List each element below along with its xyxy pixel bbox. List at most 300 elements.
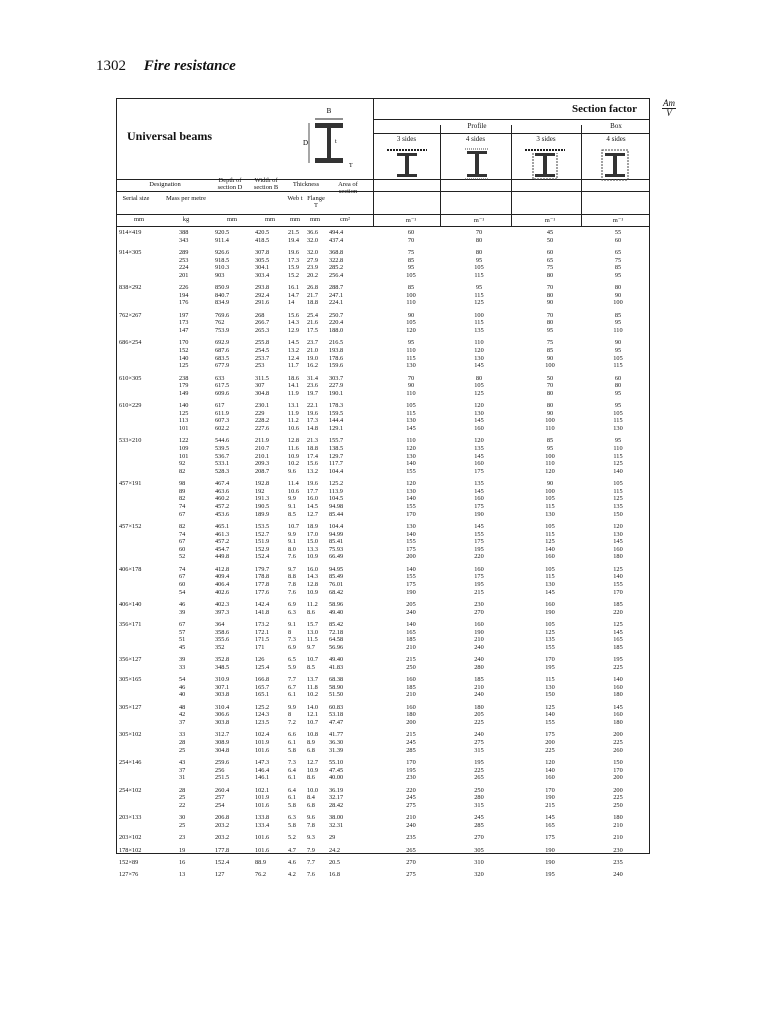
- flange-cell: 10.0: [307, 786, 319, 794]
- profile-4-sides-cell: 270: [474, 608, 484, 616]
- mass-cell: 67: [179, 621, 186, 628]
- flange-cell: 8.9: [307, 739, 315, 746]
- depth-cell: 260.4: [215, 786, 230, 794]
- unit-label: mm: [264, 216, 276, 223]
- profile-4-sides-cell: 195: [474, 759, 484, 766]
- profile-4-sides-cell: 145: [474, 452, 484, 460]
- depth-cell: 692.9: [215, 339, 230, 347]
- box-4-sides-cell: 200: [613, 731, 623, 739]
- profile-4-sides: 4 sides: [465, 135, 486, 143]
- area-cell: 117.7: [329, 460, 343, 468]
- mass-cell: 43: [179, 759, 186, 766]
- profile-3-sides-cell: 70: [407, 236, 415, 244]
- area-cell: 56.96: [329, 643, 344, 651]
- flange-cell: 9.6: [307, 814, 315, 822]
- mass-cell: 101: [179, 425, 189, 432]
- profile-4-sides-cell: 240: [474, 643, 484, 651]
- web-cell: 6.6: [288, 731, 296, 739]
- profile-3-sides-cell: 85: [407, 256, 415, 264]
- box-3-sides-cell: 195: [545, 871, 555, 879]
- serial-size-cell: 254×146: [119, 759, 142, 766]
- mass-cell: 39: [179, 656, 186, 664]
- box-3-sides-cell: 165: [545, 821, 555, 829]
- depth-cell: 352: [215, 643, 225, 651]
- area-cell: 104.5: [329, 495, 344, 503]
- profile-4-sides-cell: 160: [474, 495, 484, 503]
- width-cell: 266.7: [255, 319, 270, 327]
- web-cell: 10.6: [288, 487, 300, 495]
- flange-cell: 22.1: [307, 402, 319, 410]
- depth-cell: 544.6: [215, 437, 230, 445]
- depth-cell: 206.8: [215, 814, 230, 822]
- profile-4-sides-cell: 130: [474, 354, 484, 362]
- mass-cell: 28: [179, 786, 186, 794]
- web-cell: 9.9: [288, 703, 296, 711]
- depth-cell: 617: [215, 402, 225, 410]
- box-3-sides-cell: 130: [545, 510, 555, 518]
- profile-3-sides: 3 sides: [396, 135, 417, 143]
- profile-3-sides-cell: 75: [407, 249, 415, 256]
- box-4-sides-cell: 80: [614, 382, 622, 390]
- serial-size-cell: 914×305: [119, 249, 142, 256]
- depth-cell: 467.4: [215, 480, 230, 488]
- depth-cell: 358.6: [215, 628, 230, 636]
- profile-3-sides-cell: 240: [406, 608, 416, 616]
- box-4-sides-cell: 140: [613, 573, 623, 581]
- depth-cell: 409.4: [215, 573, 230, 581]
- depth-cell: 257: [215, 794, 225, 802]
- box-4-sides-cell: 150: [613, 510, 623, 518]
- box-3-sides-cell: 50: [546, 236, 554, 244]
- profile-4-sides-cell: 175: [474, 467, 484, 475]
- web-cell: 11.9: [288, 389, 299, 397]
- col-depth: Depth of section D: [217, 177, 243, 191]
- web-cell: 9.1: [288, 503, 296, 510]
- box-3-sides-cell: 170: [545, 786, 555, 794]
- web-cell: 14.7: [288, 291, 300, 299]
- box-4-sides-cell: 125: [613, 460, 623, 468]
- web-cell: 10.7: [288, 523, 300, 530]
- serial-size-cell: 762×267: [119, 311, 142, 319]
- profile-3-sides-cell: 210: [406, 691, 416, 699]
- mass-cell: 343: [179, 236, 189, 244]
- mass-cell: 46: [179, 683, 186, 691]
- flange-cell: 17.0: [307, 530, 319, 538]
- depth-cell: 308.9: [215, 739, 230, 746]
- flange-cell: 14.3: [307, 573, 319, 581]
- profile-3-sides-cell: 115: [406, 354, 416, 362]
- profile-3-sides-cell: 130: [406, 362, 416, 370]
- area-cell: 368.8: [329, 249, 344, 256]
- width-cell: 190.5: [255, 503, 270, 510]
- box-3-sides-cell: 125: [545, 538, 555, 546]
- area-cell: 68.42: [329, 588, 344, 596]
- area-cell: 193.8: [329, 347, 344, 354]
- flange-cell: 12.7: [307, 759, 319, 766]
- box-4-sides-cell: 110: [613, 327, 623, 334]
- box-3-sides-cell: 75: [546, 339, 554, 347]
- flange-cell: 32.0: [307, 236, 319, 244]
- mass-cell: 19: [179, 846, 186, 854]
- box-4-sides-cell: 170: [613, 766, 623, 774]
- width-cell: 228.2: [255, 417, 270, 425]
- box-3-sides-cell: 140: [545, 711, 555, 719]
- profile-4-sides-cell: 210: [474, 683, 484, 691]
- profile-3-sides-cell: 160: [406, 703, 416, 711]
- profile-4-sides-cell: 195: [474, 545, 484, 553]
- profile-3-sides-cell: 190: [406, 588, 416, 596]
- width-cell: 304.1: [255, 264, 270, 272]
- profile-3-sides-cell: 285: [406, 746, 416, 754]
- flange-cell: 13.2: [307, 467, 319, 475]
- web-cell: 6.1: [288, 691, 296, 699]
- profile-3-sides-cell: 215: [406, 731, 416, 739]
- flange-cell: 8.6: [307, 608, 315, 616]
- mass-cell: 22: [179, 801, 186, 809]
- profile-4-sides-cell: 160: [474, 621, 484, 628]
- width-cell: 291.6: [255, 299, 270, 307]
- box-3-sides-cell: 170: [545, 656, 555, 664]
- box-4-sides-cell: 210: [613, 834, 623, 842]
- depth-cell: 840.7: [215, 291, 230, 299]
- area-cell: 155.7: [329, 437, 344, 445]
- box-3-sides-cell: 200: [545, 739, 555, 746]
- profile-4-sides-cell: 315: [474, 746, 484, 754]
- width-cell: 210.1: [255, 452, 270, 460]
- flange-cell: 12.8: [307, 581, 319, 588]
- width-cell: 141.8: [255, 608, 270, 616]
- profile-4-sides-cell: 160: [474, 565, 484, 573]
- box-3-sides-cell: 105: [545, 621, 555, 628]
- width-cell: 152.4: [255, 553, 270, 561]
- width-cell: 209.3: [255, 460, 270, 468]
- flange-cell: 10.7: [307, 656, 319, 664]
- box-3-sides-cell: 90: [546, 354, 554, 362]
- web-cell: 7.6: [288, 588, 296, 596]
- area-cell: 247.1: [329, 291, 344, 299]
- mass-cell: 54: [179, 588, 186, 596]
- box-3-sides-cell: 95: [546, 327, 554, 334]
- mass-cell: 67: [179, 510, 186, 518]
- mass-cell: 388: [179, 229, 189, 236]
- width-cell: 102.4: [255, 731, 270, 739]
- web-cell: 7.3: [288, 636, 296, 644]
- profile-4-sides-cell: 215: [474, 588, 484, 596]
- depth-cell: 457.2: [215, 503, 230, 510]
- width-cell: 211.9: [255, 437, 269, 445]
- profile-4-sides-cell: 205: [474, 711, 484, 719]
- profile-4-sides-cell: 285: [474, 821, 484, 829]
- profile-3-sides-cell: 230: [406, 774, 416, 782]
- box-3-sides-cell: 175: [545, 834, 555, 842]
- profile-3-sides-cell: 95: [407, 339, 415, 347]
- flange-cell: 6.8: [307, 746, 315, 754]
- width-cell: 152.7: [255, 530, 270, 538]
- box-3-sides-cell: 105: [545, 565, 555, 573]
- box-4-sides-cell: 65: [614, 249, 622, 256]
- flange-cell: 23.7: [307, 339, 319, 347]
- web-cell: 6.3: [288, 608, 296, 616]
- profile-3-sides-cell: 200: [406, 553, 416, 561]
- unit-label: mm: [133, 216, 145, 223]
- box-3-sides-cell: 80: [546, 402, 554, 410]
- web-cell: 6.9: [288, 643, 296, 651]
- width-cell: 76.2: [255, 871, 267, 879]
- profile-3-sides-cell: 70: [407, 374, 415, 382]
- depth-cell: 633: [215, 374, 225, 382]
- web-cell: 7.7: [288, 676, 296, 684]
- depth-cell: 412.8: [215, 565, 230, 573]
- profile-3-sides-cell: 210: [406, 814, 416, 822]
- mass-cell: 13: [179, 871, 186, 879]
- box-4-sides-cell: 55: [614, 229, 622, 236]
- mass-cell: 48: [179, 703, 186, 711]
- web-cell: 13.2: [288, 347, 300, 354]
- box-3-sides-cell: 125: [545, 703, 555, 711]
- box-4-sides-cell: 180: [613, 691, 623, 699]
- depth-cell: 463.6: [215, 487, 230, 495]
- box-4-sides-cell: 90: [614, 291, 622, 299]
- flange-cell: 6.8: [307, 801, 315, 809]
- flange-cell: 27.9: [307, 256, 319, 264]
- area-cell: 178.3: [329, 402, 344, 410]
- box-4-sides-cell: 120: [613, 523, 623, 530]
- flange-cell: 19.6: [307, 480, 319, 488]
- area-cell: 144.4: [329, 417, 344, 425]
- mass-cell: 28: [179, 739, 186, 746]
- area-cell: 32.31: [329, 821, 344, 829]
- depth-cell: 402.3: [215, 601, 230, 608]
- depth-cell: 539.5: [215, 445, 230, 452]
- flange-cell: 16.2: [307, 362, 319, 370]
- box-3-sides-cell: 160: [545, 601, 555, 608]
- box-4-sides-cell: 90: [614, 339, 622, 347]
- profile-3-sides-cell: 105: [406, 319, 416, 327]
- area-cell: 220.4: [329, 319, 344, 327]
- serial-size-cell: 203×133: [119, 814, 142, 822]
- profile-3-sides-cell: 60: [407, 229, 415, 236]
- flange-cell: 12.1: [307, 711, 319, 719]
- flange-cell: 19.6: [307, 409, 319, 417]
- profile-4-sides-cell: 175: [474, 573, 484, 581]
- area-cell: 159.6: [329, 362, 344, 370]
- box-3-sides-cell: 45: [546, 229, 554, 236]
- box-3-sides-cell: 155: [545, 719, 555, 726]
- profile-4-sides-cell: 310: [474, 859, 484, 866]
- width-cell: 166.8: [255, 676, 270, 684]
- profile-3-sides-cell: 110: [406, 437, 416, 445]
- mass-cell: 82: [179, 467, 186, 475]
- depth-cell: 454.7: [215, 545, 230, 553]
- web-cell: 8.5: [288, 510, 296, 518]
- flange-cell: 10.9: [307, 588, 319, 596]
- chapter-title: Fire resistance: [143, 58, 236, 74]
- box-3-sides-cell: 140: [545, 545, 555, 553]
- serial-size-cell: 838×292: [119, 284, 142, 292]
- box-3-sides-cell: 195: [545, 663, 555, 671]
- depth-cell: 307.1: [215, 683, 230, 691]
- serial-size-cell: 457×191: [119, 480, 142, 488]
- depth-cell: 152.4: [215, 859, 230, 866]
- profile-3-sides-cell: 275: [406, 801, 416, 809]
- depth-cell: 397.3: [215, 608, 230, 616]
- profile-3-sides-cell: 130: [406, 523, 416, 530]
- web-cell: 12.9: [288, 327, 300, 334]
- depth-cell: 310.4: [215, 703, 230, 711]
- depth-cell: 602.2: [215, 425, 230, 432]
- serial-size-cell: 406×140: [119, 601, 142, 608]
- mass-cell: 125: [179, 362, 189, 370]
- mass-cell: 37: [179, 719, 186, 726]
- serial-size-cell: 610×305: [119, 374, 142, 382]
- box-3-sides-cell: 90: [546, 409, 554, 417]
- serial-size-cell: 686×254: [119, 339, 142, 347]
- depth-cell: 461.3: [215, 530, 230, 538]
- box-4-sides-icon: [595, 147, 635, 181]
- depth-cell: 683.5: [215, 354, 230, 362]
- area-cell: 64.58: [329, 636, 344, 644]
- profile-3-sides-cell: 275: [406, 871, 416, 879]
- web-cell: 5.8: [288, 746, 296, 754]
- unit-label: m⁻¹: [544, 217, 556, 224]
- profile-4-sides-cell: 125: [474, 389, 484, 397]
- profile-3-sides-cell: 140: [406, 565, 416, 573]
- profile-4-sides-cell: 225: [474, 719, 484, 726]
- box-4-sides-cell: 145: [613, 703, 623, 711]
- mass-cell: 40: [179, 691, 186, 699]
- depth-cell: 402.6: [215, 588, 230, 596]
- profile-4-sides-cell: 270: [474, 834, 484, 842]
- web-cell: 18.6: [288, 374, 300, 382]
- mass-cell: 45: [179, 643, 186, 651]
- depth-cell: 607.3: [215, 417, 230, 425]
- web-cell: 14.3: [288, 319, 300, 327]
- web-cell: 9.1: [288, 538, 296, 546]
- profile-3-sides-cell: 165: [406, 628, 416, 636]
- box-4-sides-cell: 225: [613, 739, 623, 746]
- web-cell: 11.4: [288, 480, 299, 488]
- width-cell: 101.9: [255, 739, 270, 746]
- profile-3-sides-cell: 270: [406, 859, 416, 866]
- profile-4-sides-cell: 100: [474, 311, 484, 319]
- depth-cell: 465.1: [215, 523, 230, 530]
- flange-cell: 19.0: [307, 354, 319, 362]
- box-3-sides-cell: 125: [545, 628, 555, 636]
- box-4-sides-cell: 180: [613, 553, 623, 561]
- profile-4-sides-cell: 230: [474, 601, 484, 608]
- flange-cell: 12.7: [307, 510, 319, 518]
- width-cell: 253: [255, 362, 265, 370]
- flange-cell: 8.6: [307, 774, 315, 782]
- profile-3-sides-cell: 105: [406, 271, 416, 279]
- web-cell: 9.9: [288, 530, 296, 538]
- mass-cell: 16: [179, 859, 186, 866]
- area-cell: 303.7: [329, 374, 344, 382]
- profile-4-sides-cell: 275: [474, 739, 484, 746]
- depth-cell: 352.8: [215, 656, 230, 664]
- profile-4-sides-cell: 135: [474, 480, 484, 488]
- profile-4-sides-cell: 120: [474, 402, 484, 410]
- flange-cell: 15.7: [307, 621, 319, 628]
- web-cell: 8: [288, 711, 292, 719]
- web-cell: 9.6: [288, 467, 296, 475]
- profile-3-sides-cell: 110: [406, 347, 416, 354]
- mass-cell: 140: [179, 402, 189, 410]
- profile-4-sides-cell: 265: [474, 774, 484, 782]
- box-3-sides-icon: [525, 147, 565, 181]
- width-cell: 293.8: [255, 284, 270, 292]
- mass-cell: 74: [179, 503, 186, 510]
- serial-size-cell: 406×178: [119, 565, 142, 573]
- area-cell: 49.40: [329, 608, 344, 616]
- depth-cell: 449.8: [215, 553, 230, 561]
- depth-cell: 920.5: [215, 229, 230, 236]
- unit-label: m⁻¹: [612, 217, 624, 224]
- width-cell: 147.3: [255, 759, 270, 766]
- box-3-sides-cell: 95: [546, 445, 554, 452]
- serial-size-cell: 914×419: [119, 229, 142, 236]
- box-4-sides-cell: 110: [613, 445, 623, 452]
- width-cell: 177.8: [255, 581, 270, 588]
- serial-size-cell: 127×76: [119, 871, 139, 879]
- web-cell: 4.7: [288, 846, 296, 854]
- flange-cell: 17.3: [307, 417, 319, 425]
- box-4-sides-cell: 225: [613, 794, 623, 802]
- profile-3-sides-cell: 120: [406, 480, 416, 488]
- profile-4-sides-cell: 175: [474, 538, 484, 546]
- box-4-sides-cell: 105: [613, 354, 623, 362]
- depth-cell: 536.7: [215, 452, 230, 460]
- box-4-sides-cell: 95: [614, 271, 622, 279]
- profile-3-sides-cell: 110: [406, 389, 416, 397]
- width-cell: 305.5: [255, 256, 270, 264]
- flange-cell: 13.0: [307, 628, 319, 636]
- area-cell: 36.19: [329, 786, 344, 794]
- profile-4-sides-cell: 160: [474, 460, 484, 468]
- depth-cell: 528.3: [215, 467, 230, 475]
- area-cell: 159.5: [329, 409, 344, 417]
- mass-cell: 92: [179, 460, 186, 468]
- box-3-sides-cell: 100: [545, 487, 555, 495]
- profile-3-sides-cell: 185: [406, 636, 416, 644]
- profile-3-sides-cell: 170: [406, 759, 416, 766]
- box-4-sides: 4 sides: [606, 135, 626, 143]
- mass-cell: 82: [179, 495, 186, 503]
- area-cell: 38.00: [329, 814, 344, 822]
- profile-4-sides-cell: 135: [474, 327, 484, 334]
- web-cell: 8: [288, 628, 292, 636]
- profile-3-sides-cell: 210: [406, 643, 416, 651]
- box-3-sides-cell: 105: [545, 523, 555, 530]
- web-cell: 6.1: [288, 774, 296, 782]
- box-3-sides-cell: 120: [545, 467, 555, 475]
- flange-cell: 17.4: [307, 452, 319, 460]
- profile-3-sides-cell: 145: [406, 425, 416, 432]
- box-4-sides-cell: 180: [613, 814, 623, 822]
- area-cell: 41.83: [329, 663, 344, 671]
- box-3-sides-cell: 150: [545, 691, 555, 699]
- profile-3-sides-cell: 90: [407, 311, 415, 319]
- flange-cell: 11.8: [307, 683, 318, 691]
- box-4-sides-cell: 125: [613, 621, 623, 628]
- serial-size-cell: 254×102: [119, 786, 142, 794]
- flange-cell: 7.9: [307, 846, 315, 854]
- box-4-sides-cell: 125: [613, 495, 623, 503]
- table-title: Universal beams: [127, 129, 212, 143]
- area-cell: 129.7: [329, 452, 344, 460]
- mass-cell: 224: [179, 264, 189, 272]
- box-3-sides-cell: 225: [545, 746, 555, 754]
